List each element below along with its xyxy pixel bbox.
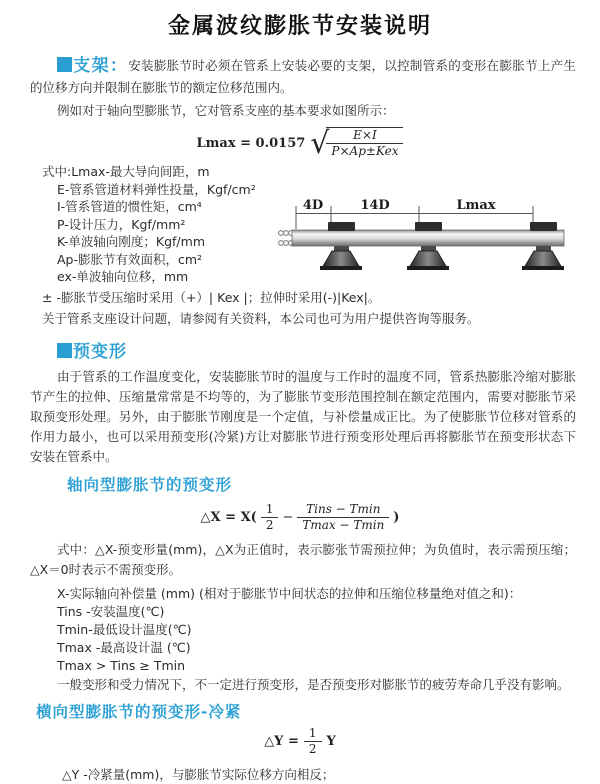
variable-line: E-管系管道材料弹性投量，Kgf/cm² xyxy=(57,181,256,197)
variable-line: Ap-膨胀节有效面积，cm² xyxy=(57,251,203,267)
formula-lmax-denominator: P×Ap±Kex xyxy=(331,144,399,158)
variable-line: P-设计压力，Kgf/mm² xyxy=(57,216,186,232)
formula-lmax-lhs: Lmax = 0.0157 xyxy=(196,135,306,151)
axial-preform-subheading: 轴向型膨胀节的预变形 xyxy=(67,475,233,494)
axial-closing-note: 一般变形和受力情况下，不一定进行预变形，是否预变形对膨胀节的疲劳寿命几乎没有影响。 xyxy=(57,676,570,692)
fraction-numerator: Tins − Tmin xyxy=(297,502,389,518)
formula-delta-x xyxy=(0,500,600,536)
pipe-support-diagram xyxy=(278,192,600,288)
variable-line: Tmin-最低设计温度(℃) xyxy=(57,621,192,637)
dim-label-4d: 4D xyxy=(302,198,324,213)
formula-lmax xyxy=(0,126,600,160)
section-heading-preform: 预变形 xyxy=(73,341,127,362)
formula-dx-temp-fraction xyxy=(297,502,389,533)
formula-dx-open: △X = X( xyxy=(200,510,257,525)
delta-x-explanation: 式中：△X-预变形量(mm)，△X为正值时，表示膨张节需预拉伸；为负值时，表示需预压缩；△X＝0时表示不需预变形。 xyxy=(30,541,576,577)
fraction-numerator: 1 xyxy=(261,502,279,518)
support-intro-text: 安装膨胀节时必须在管系上安装必要的支架，以控制管系的变形在膨胀节上产生的位移方向并限制在膨胀节的额定位移范围内。 xyxy=(30,58,576,95)
support-example-paragraph: 例如对于轴向型膨胀节，它对管系支座的基本要求如图所示： xyxy=(57,103,395,118)
variable-line: ex-单波轴向位移，mm xyxy=(57,269,189,284)
support-intro-paragraph xyxy=(30,55,576,98)
section-bullet-square xyxy=(57,343,72,358)
variable-line: X-实际轴向补偿量 (mm) (相对于膨胀节中间状态的拉伸和压缩位移量绝对值之和)： xyxy=(57,585,522,601)
formula-lmax-numerator: E×I xyxy=(326,128,403,144)
preform-section-heading-row xyxy=(57,341,600,363)
pipe xyxy=(292,230,564,246)
formula-dy-lhs: △Y = xyxy=(264,734,299,749)
variable-line: 式中:Lmax-最大导向间距，m xyxy=(42,164,210,179)
variable-line: Tins -安装温度(℃) xyxy=(57,603,165,619)
formula-dy-half-fraction xyxy=(304,726,322,757)
fraction-denominator: 2 xyxy=(265,518,274,532)
kex-sign-note: ± -膨胀节受压缩时采用（+）| Kex |；拉伸时采用(-)|Kex|。 xyxy=(42,289,381,305)
preform-paragraph: 由于管系的工作温度变化，安装膨胀节时的温度与工作时的温度不同，管系热膨胀冷缩对膨胀节产生的拉伸、压缩量常常是不均等的，为了膨胀节变形范围控制在额定范围内，需要对膨胀节采取预变形处理。另外，由于膨胀节刚度是一个定值，与补偿量成正比。为了使膨胀节位移对管系的作用力最小，也可以采用预变形(冷紧)方让对膨胀节进行预变形处理后再将膨胀节在预变形状态下安装在管系中。 xyxy=(30,368,576,464)
fraction-numerator: 1 xyxy=(304,726,322,742)
fraction-denominator: 2 xyxy=(308,742,317,756)
formula-dy-rhs: Y xyxy=(326,734,336,749)
formula-delta-y xyxy=(0,726,600,758)
sqrt-radical-symbol: √ xyxy=(310,126,330,161)
page-title: 金属波纹膨胀节安装说明 xyxy=(167,14,432,39)
formula-lmax-fraction xyxy=(326,127,403,159)
formula-dx-close: ) xyxy=(393,510,400,525)
dim-label-lmax: Lmax xyxy=(456,198,496,213)
consulting-note: 关于管系支座设计问题，请参阅有关资料，本公司也可为用户提供咨询等服务。 xyxy=(42,310,480,326)
delta-y-explanation: △Y -冷紧量(mm)，与膨胀节实际位移方向相反； xyxy=(62,766,335,782)
variable-line: Tmax -最高设计温 (℃) xyxy=(57,639,191,655)
formula-dx-half-fraction xyxy=(261,502,279,533)
variable-line: Tmax > Tins ≥ Tmin xyxy=(57,657,186,673)
section-heading-support: 支架： xyxy=(73,56,129,76)
lateral-preform-subheading: 横向型膨胀节的预变形-冷紧 xyxy=(36,702,242,721)
axial-variable-definitions xyxy=(0,585,600,675)
fraction-denominator: Tmax − Tmin xyxy=(302,518,385,532)
section-bullet-square xyxy=(57,57,72,72)
minus-sign: − xyxy=(282,510,294,525)
variable-line: K-单波轴向刚度；Kgf/mm xyxy=(57,234,205,249)
dim-label-14d: 14D xyxy=(360,198,390,213)
variable-line: I-管系管道的惯性矩，cm⁴ xyxy=(57,199,202,214)
